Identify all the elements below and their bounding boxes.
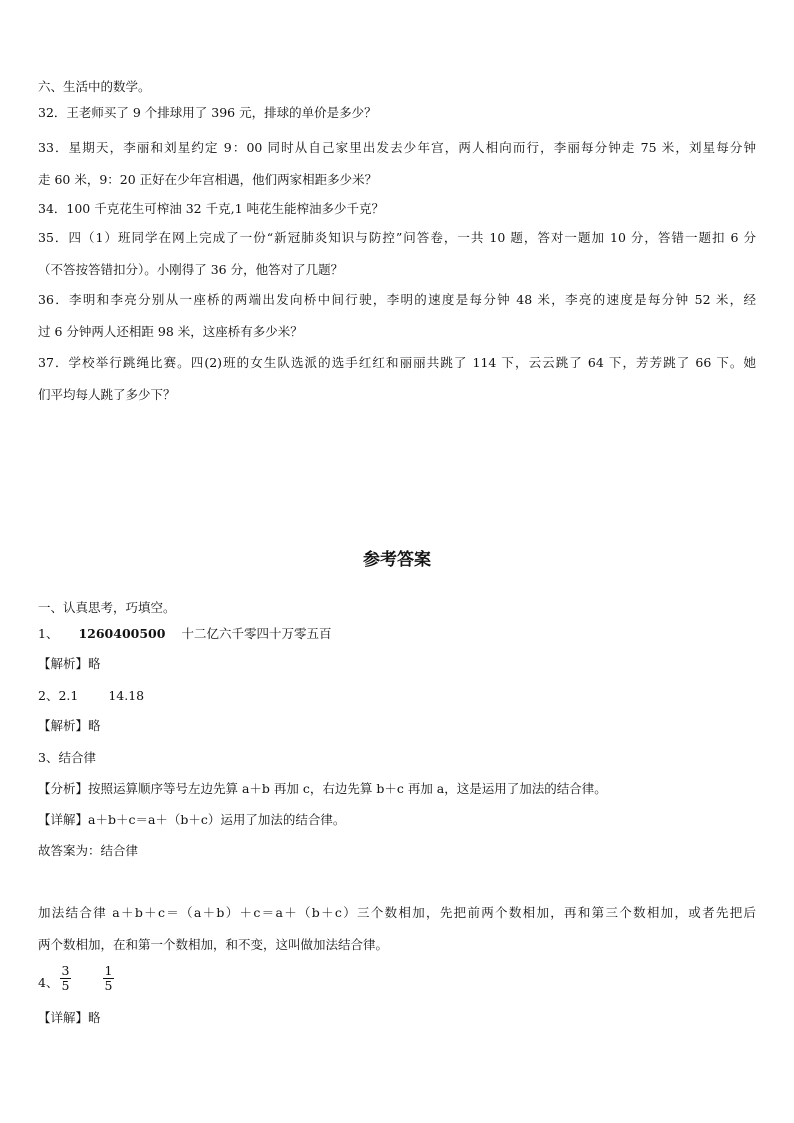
answers-title: 参考答案 bbox=[363, 550, 431, 570]
question-33-line-2: 走 60 米，9：20 正好在少年宫相遇，他们两家相距多少米？ bbox=[38, 172, 378, 187]
question-35-line-1: 35．四（1）班同学在网上完成了一份“新冠肺炎知识与防控”问答卷，一共 10 题，答对一题加 10 分，答错一题扣 6 分 bbox=[38, 230, 756, 245]
fraction-1-numerator: 3 bbox=[61, 963, 70, 978]
answer-3-explanation-line-1: 加法结合律 a＋b＋c＝（a＋b）＋c＝a＋（b＋c）三个数相加，先把前两个数相加，再和第三个数相加，或者先把后 bbox=[38, 905, 756, 920]
question-32: 32．王老师买了 9 个排球用了 396 元，排球的单价是多少？ bbox=[38, 105, 377, 120]
answer-4-fraction-1 bbox=[60, 964, 71, 993]
answer-1-words: 十二亿六千零四十万零五百 bbox=[181, 626, 332, 641]
answer-3-detail: 【详解】a＋b＋c＝a＋（b＋c）运用了加法的结合律。 bbox=[38, 812, 346, 827]
answer-3-conclusion: 故答案为：结合律 bbox=[38, 843, 139, 858]
question-36-line-1: 36．李明和李亮分别从一座桥的两端出发向桥中间行驶，李明的速度是每分钟 48 米，李亮的速度是每分钟 52 米，经 bbox=[38, 292, 756, 307]
question-35 bbox=[38, 222, 756, 286]
answer-1-label: 1、 bbox=[38, 626, 59, 641]
section6-heading: 六、生活中的数学。 bbox=[38, 79, 151, 94]
answer-2-analysis: 【解析】略 bbox=[38, 718, 101, 733]
answer-2-label: 2、2.1 bbox=[38, 688, 79, 703]
question-37-line-1: 37．学校举行跳绳比赛。四(2)班的女生队选派的选手红红和丽丽共跳了 114 下，云云跳了 64 下，芳芳跳了 66 下。她 bbox=[38, 355, 756, 370]
answer-4-label: 4、 bbox=[38, 975, 59, 990]
fraction-2-denominator: 5 bbox=[104, 978, 113, 993]
answer-4-fraction-2 bbox=[103, 964, 114, 993]
question-34: 34．100 千克花生可榨油 32 千克,1 吨花生能榨油多少千克？ bbox=[38, 201, 384, 216]
answer-1-number: 1260400500 bbox=[78, 626, 166, 641]
answer-1-analysis: 【解析】略 bbox=[38, 656, 101, 671]
question-37 bbox=[38, 347, 756, 411]
question-37-line-2: 们平均每人跳了多少下？ bbox=[38, 387, 176, 402]
answer-3-explanation-line-2: 两个数相加，在和第一个数相加，和不变，这叫做加法结合律。 bbox=[38, 937, 389, 952]
answer-3-analysis: 【分析】按照运算顺序等号左边先算 a＋b 再加 c，右边先算 b＋c 再加 a，这是运用了加法的结合律。 bbox=[38, 781, 607, 796]
answers-section1-heading: 一、认真思考，巧填空。 bbox=[38, 600, 176, 615]
question-36-line-2: 过 6 分钟两人还相距 98 米，这座桥有多少米？ bbox=[38, 324, 303, 339]
answer-2-value-2: 14.18 bbox=[108, 688, 145, 703]
answer-2 bbox=[38, 686, 144, 704]
question-33-line-1: 33．星期天，李丽和刘星约定 9：00 同时从自己家里出发去少年宫，两人相向而行，李丽每分钟走 75 米，刘星每分钟 bbox=[38, 140, 756, 155]
answer-1 bbox=[38, 624, 331, 642]
fraction-1-denominator: 5 bbox=[61, 978, 70, 993]
question-35-line-2: （不答按答错扣分）。小刚得了 36 分，他答对了几题？ bbox=[38, 262, 344, 277]
answer-4-detail: 【详解】略 bbox=[38, 1010, 101, 1025]
answer-3-label: 3、结合律 bbox=[38, 750, 96, 765]
fraction-2-numerator: 1 bbox=[104, 963, 113, 978]
question-33 bbox=[38, 132, 756, 196]
question-36 bbox=[38, 284, 756, 348]
answer-3-explanation bbox=[38, 897, 756, 961]
